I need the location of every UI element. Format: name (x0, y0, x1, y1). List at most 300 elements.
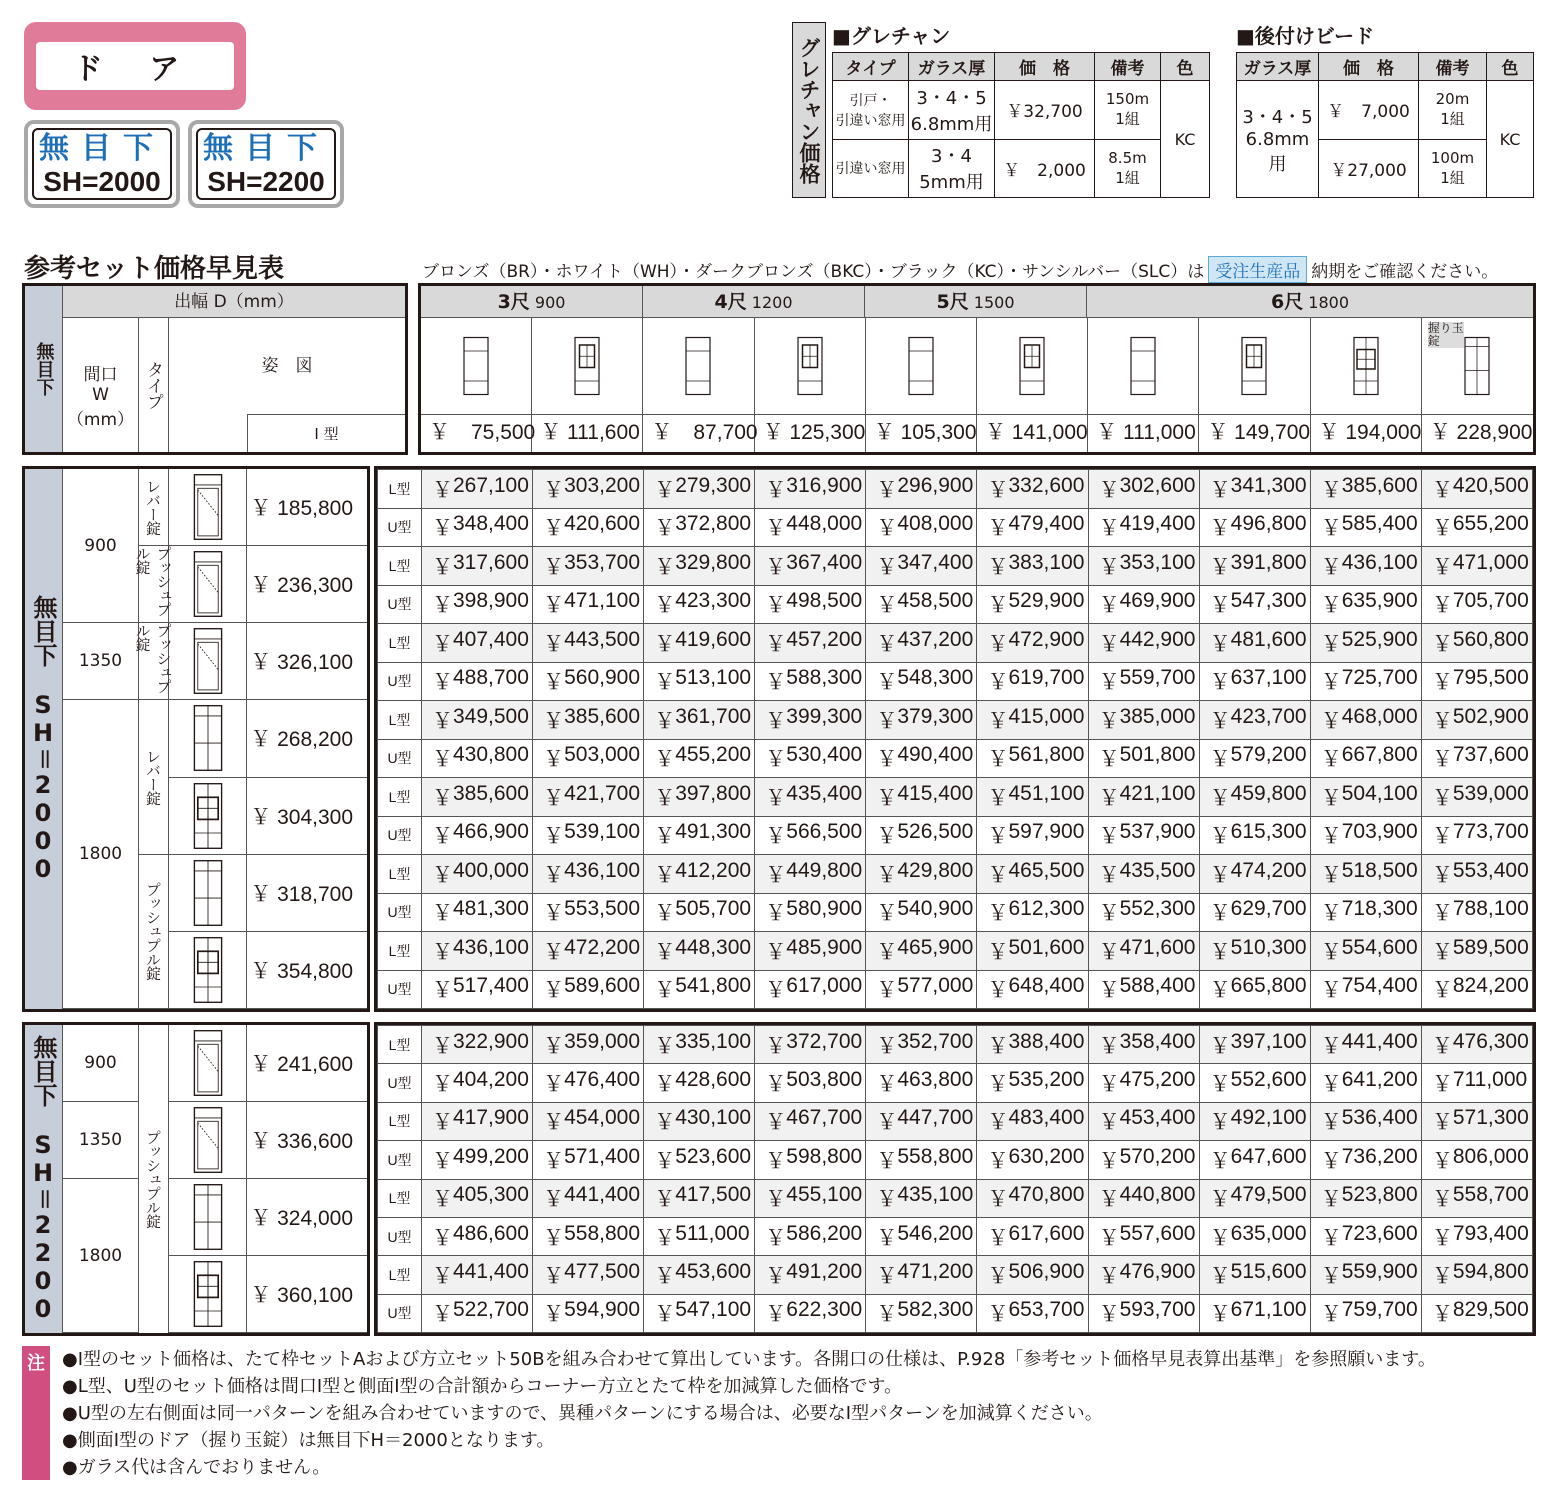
price-value: 622,300 (786, 1298, 863, 1322)
sh2000-side-label: 無目下 SH＝2000 (25, 469, 63, 1009)
price-value: 501,800 (1119, 743, 1196, 767)
price-cell (866, 547, 977, 586)
gurechan-color: KC (1161, 81, 1210, 198)
price-cell (644, 1064, 755, 1102)
price-cell (977, 1179, 1088, 1217)
price-cell (1421, 1217, 1532, 1255)
figure-cell (169, 546, 247, 623)
price-cell (1088, 816, 1199, 855)
sh2000-left (22, 466, 370, 1012)
price-cell (866, 1141, 977, 1179)
price-cell (755, 778, 866, 817)
currency-symbol: ￥ (765, 902, 787, 926)
depth-mm: 1800 (1308, 293, 1350, 312)
depth-label: 出幅 D（mm） (63, 286, 405, 318)
table-row (378, 508, 1533, 547)
price-cell (533, 585, 644, 624)
lock-type-cell (139, 700, 169, 854)
currency-symbol: ￥ (432, 1149, 453, 1173)
grip-label: 握り玉 錠 (1427, 321, 1464, 348)
price-cell (533, 932, 644, 971)
price-cell (1199, 1026, 1310, 1064)
currency-symbol: ￥ (876, 1264, 898, 1288)
price-value: 467,700 (786, 1106, 863, 1130)
door-figure-icon (683, 326, 713, 406)
currency-symbol: ￥ (543, 1149, 565, 1173)
currency-symbol: ￥ (654, 517, 676, 541)
currency-symbol: ￥ (543, 979, 565, 1003)
figure-cell (421, 318, 532, 414)
currency-symbol: ￥ (654, 1073, 676, 1097)
currency-symbol: ￥ (1209, 478, 1231, 502)
price-cell (1199, 508, 1310, 547)
table-row (378, 701, 1533, 740)
lock-type-cell (139, 469, 169, 546)
currency-symbol: ￥ (1431, 979, 1453, 1003)
price-value: 466,900 (453, 820, 529, 844)
currency-symbol: ￥ (654, 1188, 676, 1212)
currency-symbol: ￥ (1098, 1149, 1120, 1173)
currency-symbol: ￥ (432, 594, 453, 618)
price-cell (755, 1026, 866, 1064)
currency-symbol: ￥ (1209, 1264, 1231, 1288)
width-cell: 900 (63, 1025, 139, 1102)
price-cell (644, 470, 755, 509)
price-value: 329,800 (675, 550, 752, 574)
price-cell (422, 1217, 533, 1255)
currency-symbol: ￥ (987, 940, 1009, 964)
currency-symbol: ￥ (1431, 594, 1453, 618)
price-cell (1088, 624, 1199, 663)
currency-symbol: ￥ (1320, 709, 1342, 733)
price-value: 586,200 (786, 1221, 863, 1245)
price-value: 454,000 (564, 1106, 641, 1130)
price-cell (1088, 1141, 1199, 1179)
set-price: ￥ 236,300 (247, 546, 367, 623)
price-value: 541,800 (675, 974, 752, 998)
currency-symbol: ￥ (1209, 1188, 1231, 1212)
badge-line2: SH=2000 (43, 166, 161, 197)
gurechan-side-title: グレチャン価格 (792, 22, 826, 198)
price-value: 317,600 (453, 550, 529, 574)
price-cell (533, 1179, 644, 1217)
row-type: L型 (378, 1102, 422, 1140)
price-cell (977, 470, 1088, 509)
bead-price: ￥27,000 (1319, 139, 1419, 198)
width-label: 間口 W（mm） (63, 318, 139, 452)
price-value: 501,600 (1008, 935, 1085, 959)
type-label: タイプ (143, 361, 163, 409)
price-value: 594,900 (564, 1298, 641, 1322)
price-value: 503,800 (786, 1068, 863, 1092)
door-figure-icon (572, 326, 602, 406)
currency-symbol: ￥ (1098, 1073, 1120, 1097)
price-cell (866, 893, 977, 932)
currency-symbol: ￥ (987, 671, 1009, 695)
price-value: 353,700 (564, 550, 641, 574)
price-value: 296,900 (897, 473, 974, 497)
sh2200-grid (374, 1022, 1536, 1336)
price-value: 440,800 (1119, 1183, 1196, 1207)
price-value: 453,600 (675, 1259, 752, 1283)
price-value: 580,900 (786, 897, 863, 921)
price-cell (644, 970, 755, 1009)
price-cell (1421, 970, 1532, 1009)
lock-type: レバー錠 (144, 479, 162, 536)
price-cell (1199, 1179, 1310, 1217)
row-type: L型 (378, 470, 422, 509)
currency-symbol: ￥ (765, 1034, 787, 1058)
price-value: 420,500 (1452, 473, 1529, 497)
door-figure-icon (1239, 326, 1269, 406)
price-value: 379,300 (897, 704, 974, 728)
currency-symbol: ￥ (543, 517, 565, 541)
depth-shaku: 5尺 (936, 291, 969, 313)
currency-symbol: ￥ (1209, 1226, 1231, 1250)
width-cell: 1800 (63, 700, 139, 1009)
currency-symbol: ￥ (1320, 748, 1342, 772)
price-cell (533, 1102, 644, 1140)
price-value: 423,700 (1230, 704, 1307, 728)
price-cell (533, 1217, 644, 1255)
price-cell (533, 1294, 644, 1332)
itype-price: ￥ 111,000 (1088, 415, 1199, 452)
price-value: 547,100 (675, 1298, 752, 1322)
itype-price-row (421, 414, 1533, 452)
door-figure-icon (906, 326, 936, 406)
currency-symbol: ￥ (654, 863, 676, 887)
price-value: 436,100 (564, 858, 641, 882)
note-line: ●I型のセット価格は、たて枠セットAおよび方立セット50Bを組み合わせて算出しています。各開口の仕様は、P.928「参考セット価格早見表算出基準」を参照願います。 (62, 1349, 1436, 1370)
price-cell (1199, 970, 1310, 1009)
currency-symbol: ￥ (654, 594, 676, 618)
price-value: 398,900 (453, 589, 529, 613)
price-value: 441,400 (1341, 1029, 1418, 1053)
price-cell (866, 662, 977, 701)
currency-symbol: ￥ (987, 632, 1009, 656)
currency-symbol: ￥ (654, 748, 676, 772)
price-value: 517,400 (453, 974, 529, 998)
figure-cell (532, 318, 643, 414)
price-value: 641,200 (1341, 1068, 1418, 1092)
price-value: 589,500 (1452, 935, 1529, 959)
width-cell: 1800 (63, 1179, 139, 1333)
currency-symbol: ￥ (1320, 671, 1342, 695)
bead-table (1236, 52, 1534, 198)
price-cell (1199, 547, 1310, 586)
price-cell (422, 932, 533, 971)
itype-price: ￥ 125,300 (755, 415, 866, 452)
currency-symbol: ￥ (432, 1034, 453, 1058)
currency-symbol: ￥ (876, 1188, 898, 1212)
price-cell (533, 1256, 644, 1294)
price-cell (422, 855, 533, 894)
price-value: 579,200 (1230, 743, 1307, 767)
price-cell (1421, 855, 1532, 894)
currency-symbol: ￥ (987, 1149, 1009, 1173)
row-type: U型 (378, 508, 422, 547)
row-type: L型 (378, 855, 422, 894)
price-cell (755, 1217, 866, 1255)
price-cell (422, 1294, 533, 1332)
price-cell (1421, 932, 1532, 971)
table-row (378, 547, 1533, 586)
price-cell (1421, 624, 1532, 663)
price-cell (644, 1141, 755, 1179)
price-value: 435,500 (1119, 858, 1196, 882)
price-cell (866, 970, 977, 1009)
door-figure-icon (1462, 326, 1492, 406)
price-value: 736,200 (1341, 1144, 1418, 1168)
price-cell (644, 932, 755, 971)
figure-cell (1199, 318, 1310, 414)
price-value: 597,900 (1008, 820, 1085, 844)
depth-shaku: 6尺 (1270, 291, 1304, 313)
currency-symbol: ￥ (765, 1303, 787, 1327)
price-value: 490,400 (897, 743, 974, 767)
currency-symbol: ￥ (987, 748, 1009, 772)
price-value: 451,100 (1008, 781, 1085, 805)
price-value: 385,600 (453, 781, 529, 805)
price-value: 598,800 (786, 1144, 863, 1168)
price-value: 539,100 (564, 820, 641, 844)
currency-symbol: ￥ (987, 1034, 1009, 1058)
price-value: 725,700 (1341, 666, 1418, 690)
price-value: 558,800 (897, 1144, 974, 1168)
price-cell (1088, 1026, 1199, 1064)
figure-cell (977, 318, 1088, 414)
price-cell (977, 701, 1088, 740)
price-cell (1199, 662, 1310, 701)
price-cell (422, 508, 533, 547)
width-cell: 1350 (63, 623, 139, 700)
set-price: ￥ 318,700 (247, 855, 367, 932)
price-cell (1310, 816, 1421, 855)
price-value: 615,300 (1230, 820, 1307, 844)
price-value: 448,300 (675, 935, 752, 959)
figure-row (421, 318, 1533, 414)
itype-price: ￥ 228,900 (1429, 421, 1533, 444)
price-cell (1199, 701, 1310, 740)
currency-symbol: ￥ (876, 940, 898, 964)
currency-symbol: ￥ (765, 979, 787, 1003)
price-value: 535,200 (1008, 1068, 1085, 1092)
currency-symbol: ￥ (543, 863, 565, 887)
price-value: 469,900 (1119, 589, 1196, 613)
currency-symbol: ￥ (654, 902, 676, 926)
price-value: 472,200 (564, 935, 641, 959)
table-row (378, 1294, 1533, 1332)
row-type: U型 (378, 1294, 422, 1332)
currency-symbol: ￥ (654, 979, 676, 1003)
price-value: 795,500 (1452, 666, 1529, 690)
currency-symbol: ￥ (876, 517, 898, 541)
price-value: 585,400 (1341, 512, 1418, 536)
price-cell (977, 855, 1088, 894)
currency-symbol: ￥ (1431, 555, 1453, 579)
price-value: 437,200 (897, 627, 974, 651)
door-figure-icon (1351, 326, 1381, 406)
price-value: 503,000 (564, 743, 641, 767)
currency-symbol: ￥ (1209, 671, 1231, 695)
price-cell (866, 624, 977, 663)
price-value: 441,400 (564, 1183, 641, 1207)
table-row (378, 1217, 1533, 1255)
currency-symbol: ￥ (876, 1111, 898, 1135)
bead-title: ■後付けビード (1236, 24, 1375, 48)
price-value: 518,500 (1341, 858, 1418, 882)
price-value: 476,900 (1119, 1259, 1196, 1283)
price-value: 408,000 (897, 512, 974, 536)
price-cell (1199, 932, 1310, 971)
itype-price: ￥ 149,700 (1199, 415, 1310, 452)
price-cell (977, 1217, 1088, 1255)
lock-type: プッシュプル錠 (144, 882, 162, 981)
currency-symbol: ￥ (1209, 517, 1231, 541)
price-value: 457,200 (786, 627, 863, 651)
col-header: 価 格 (1319, 53, 1419, 81)
price-value: 428,600 (675, 1068, 752, 1092)
figure-cell (169, 1102, 247, 1179)
price-cell (422, 970, 533, 1009)
price-value: 420,600 (564, 512, 641, 536)
price-cell (977, 932, 1088, 971)
table-row (378, 778, 1533, 817)
price-value: 349,500 (453, 704, 529, 728)
currency-symbol: ￥ (543, 478, 565, 502)
table-row (378, 1141, 1533, 1179)
price-value: 468,000 (1341, 704, 1418, 728)
price-value: 442,900 (1119, 627, 1196, 651)
set-price: ￥ 304,300 (247, 778, 367, 855)
table-row (378, 1026, 1533, 1064)
price-value: 430,800 (453, 743, 529, 767)
currency-symbol: ￥ (1431, 1264, 1453, 1288)
price-cell (644, 893, 755, 932)
depth-5shaku (865, 286, 1087, 318)
figure-cell (866, 318, 977, 414)
price-value: 481,600 (1230, 627, 1307, 651)
currency-symbol: ￥ (543, 786, 565, 810)
price-cell (1310, 662, 1421, 701)
currency-symbol: ￥ (1098, 594, 1120, 618)
figure-cell (1088, 318, 1199, 414)
price-cell (1310, 547, 1421, 586)
price-value: 397,100 (1230, 1029, 1307, 1053)
price-cell (533, 624, 644, 663)
currency-symbol: ￥ (987, 786, 1009, 810)
price-value: 667,800 (1341, 743, 1418, 767)
price-value: 630,200 (1008, 1144, 1085, 1168)
currency-symbol: ￥ (876, 1303, 898, 1327)
price-value: 322,900 (453, 1029, 529, 1053)
row-type: L型 (378, 1026, 422, 1064)
door-figure-icon (191, 1029, 225, 1097)
price-value: 404,200 (453, 1068, 529, 1092)
price-value: 421,100 (1119, 781, 1196, 805)
price-cell (755, 624, 866, 663)
price-cell (422, 470, 533, 509)
price-cell (422, 1179, 533, 1217)
price-cell (422, 1141, 533, 1179)
currency-symbol: ￥ (987, 825, 1009, 849)
currency-symbol: ￥ (987, 1303, 1009, 1327)
bead-glass: 3・4・5 6.8mm用 (1237, 81, 1319, 198)
width-cell: 1350 (63, 1102, 139, 1179)
price-cell (755, 893, 866, 932)
currency-symbol: ￥ (1098, 1111, 1120, 1135)
figure-cell (755, 318, 866, 414)
price-cell (755, 1294, 866, 1332)
price-cell (1421, 816, 1532, 855)
price-cell (1310, 739, 1421, 778)
currency-symbol: ￥ (1320, 555, 1342, 579)
price-cell (1421, 585, 1532, 624)
price-value: 539,000 (1452, 781, 1529, 805)
currency-symbol: ￥ (1320, 1226, 1342, 1250)
badge-line1: 無目下 (39, 131, 165, 166)
currency-symbol: ￥ (987, 1111, 1009, 1135)
price-value: 829,500 (1452, 1298, 1529, 1322)
price-cell (755, 508, 866, 547)
price-value: 383,100 (1008, 550, 1085, 574)
price-value: 525,900 (1341, 627, 1418, 651)
lock-type-cell (139, 1025, 169, 1333)
currency-symbol: ￥ (987, 478, 1009, 502)
price-value: 474,200 (1230, 858, 1307, 882)
price-cell (422, 701, 533, 740)
currency-symbol: ￥ (987, 979, 1009, 1003)
price-cell (755, 585, 866, 624)
currency-symbol: ￥ (1431, 1303, 1453, 1327)
currency-symbol: ￥ (654, 632, 676, 656)
currency-symbol: ￥ (1431, 632, 1453, 656)
table-row (378, 1179, 1533, 1217)
price-cell (1310, 470, 1421, 509)
price-value: 653,700 (1008, 1298, 1085, 1322)
currency-symbol: ￥ (987, 1188, 1009, 1212)
currency-symbol: ￥ (1209, 979, 1231, 1003)
price-cell (644, 816, 755, 855)
price-value: 498,500 (786, 589, 863, 613)
price-value: 372,700 (786, 1029, 863, 1053)
price-value: 358,400 (1119, 1029, 1196, 1053)
price-value: 537,900 (1119, 820, 1196, 844)
price-cell (1199, 1102, 1310, 1140)
currency-symbol: ￥ (432, 555, 453, 579)
price-cell (1310, 1026, 1421, 1064)
price-cell (1310, 1217, 1421, 1255)
itype-price: ￥ 141,000 (977, 415, 1088, 452)
price-value: 436,100 (453, 935, 529, 959)
price-cell (1199, 470, 1310, 509)
price-value: 449,800 (786, 858, 863, 882)
row-type: L型 (378, 1179, 422, 1217)
price-value: 421,700 (564, 781, 641, 805)
set-price: ￥ 354,800 (247, 932, 367, 1009)
currency-symbol: ￥ (765, 940, 787, 964)
depth-shaku: 3尺 (497, 291, 530, 313)
currency-symbol: ￥ (432, 1073, 453, 1097)
currency-symbol: ￥ (543, 1111, 565, 1135)
door-figure-icon (191, 859, 225, 927)
price-cell (644, 547, 755, 586)
price-value: 711,000 (1452, 1068, 1528, 1092)
price-value: 385,600 (564, 704, 641, 728)
door-figure-icon (1128, 326, 1158, 406)
price-value: 372,800 (675, 512, 752, 536)
price-value: 523,800 (1341, 1183, 1418, 1207)
